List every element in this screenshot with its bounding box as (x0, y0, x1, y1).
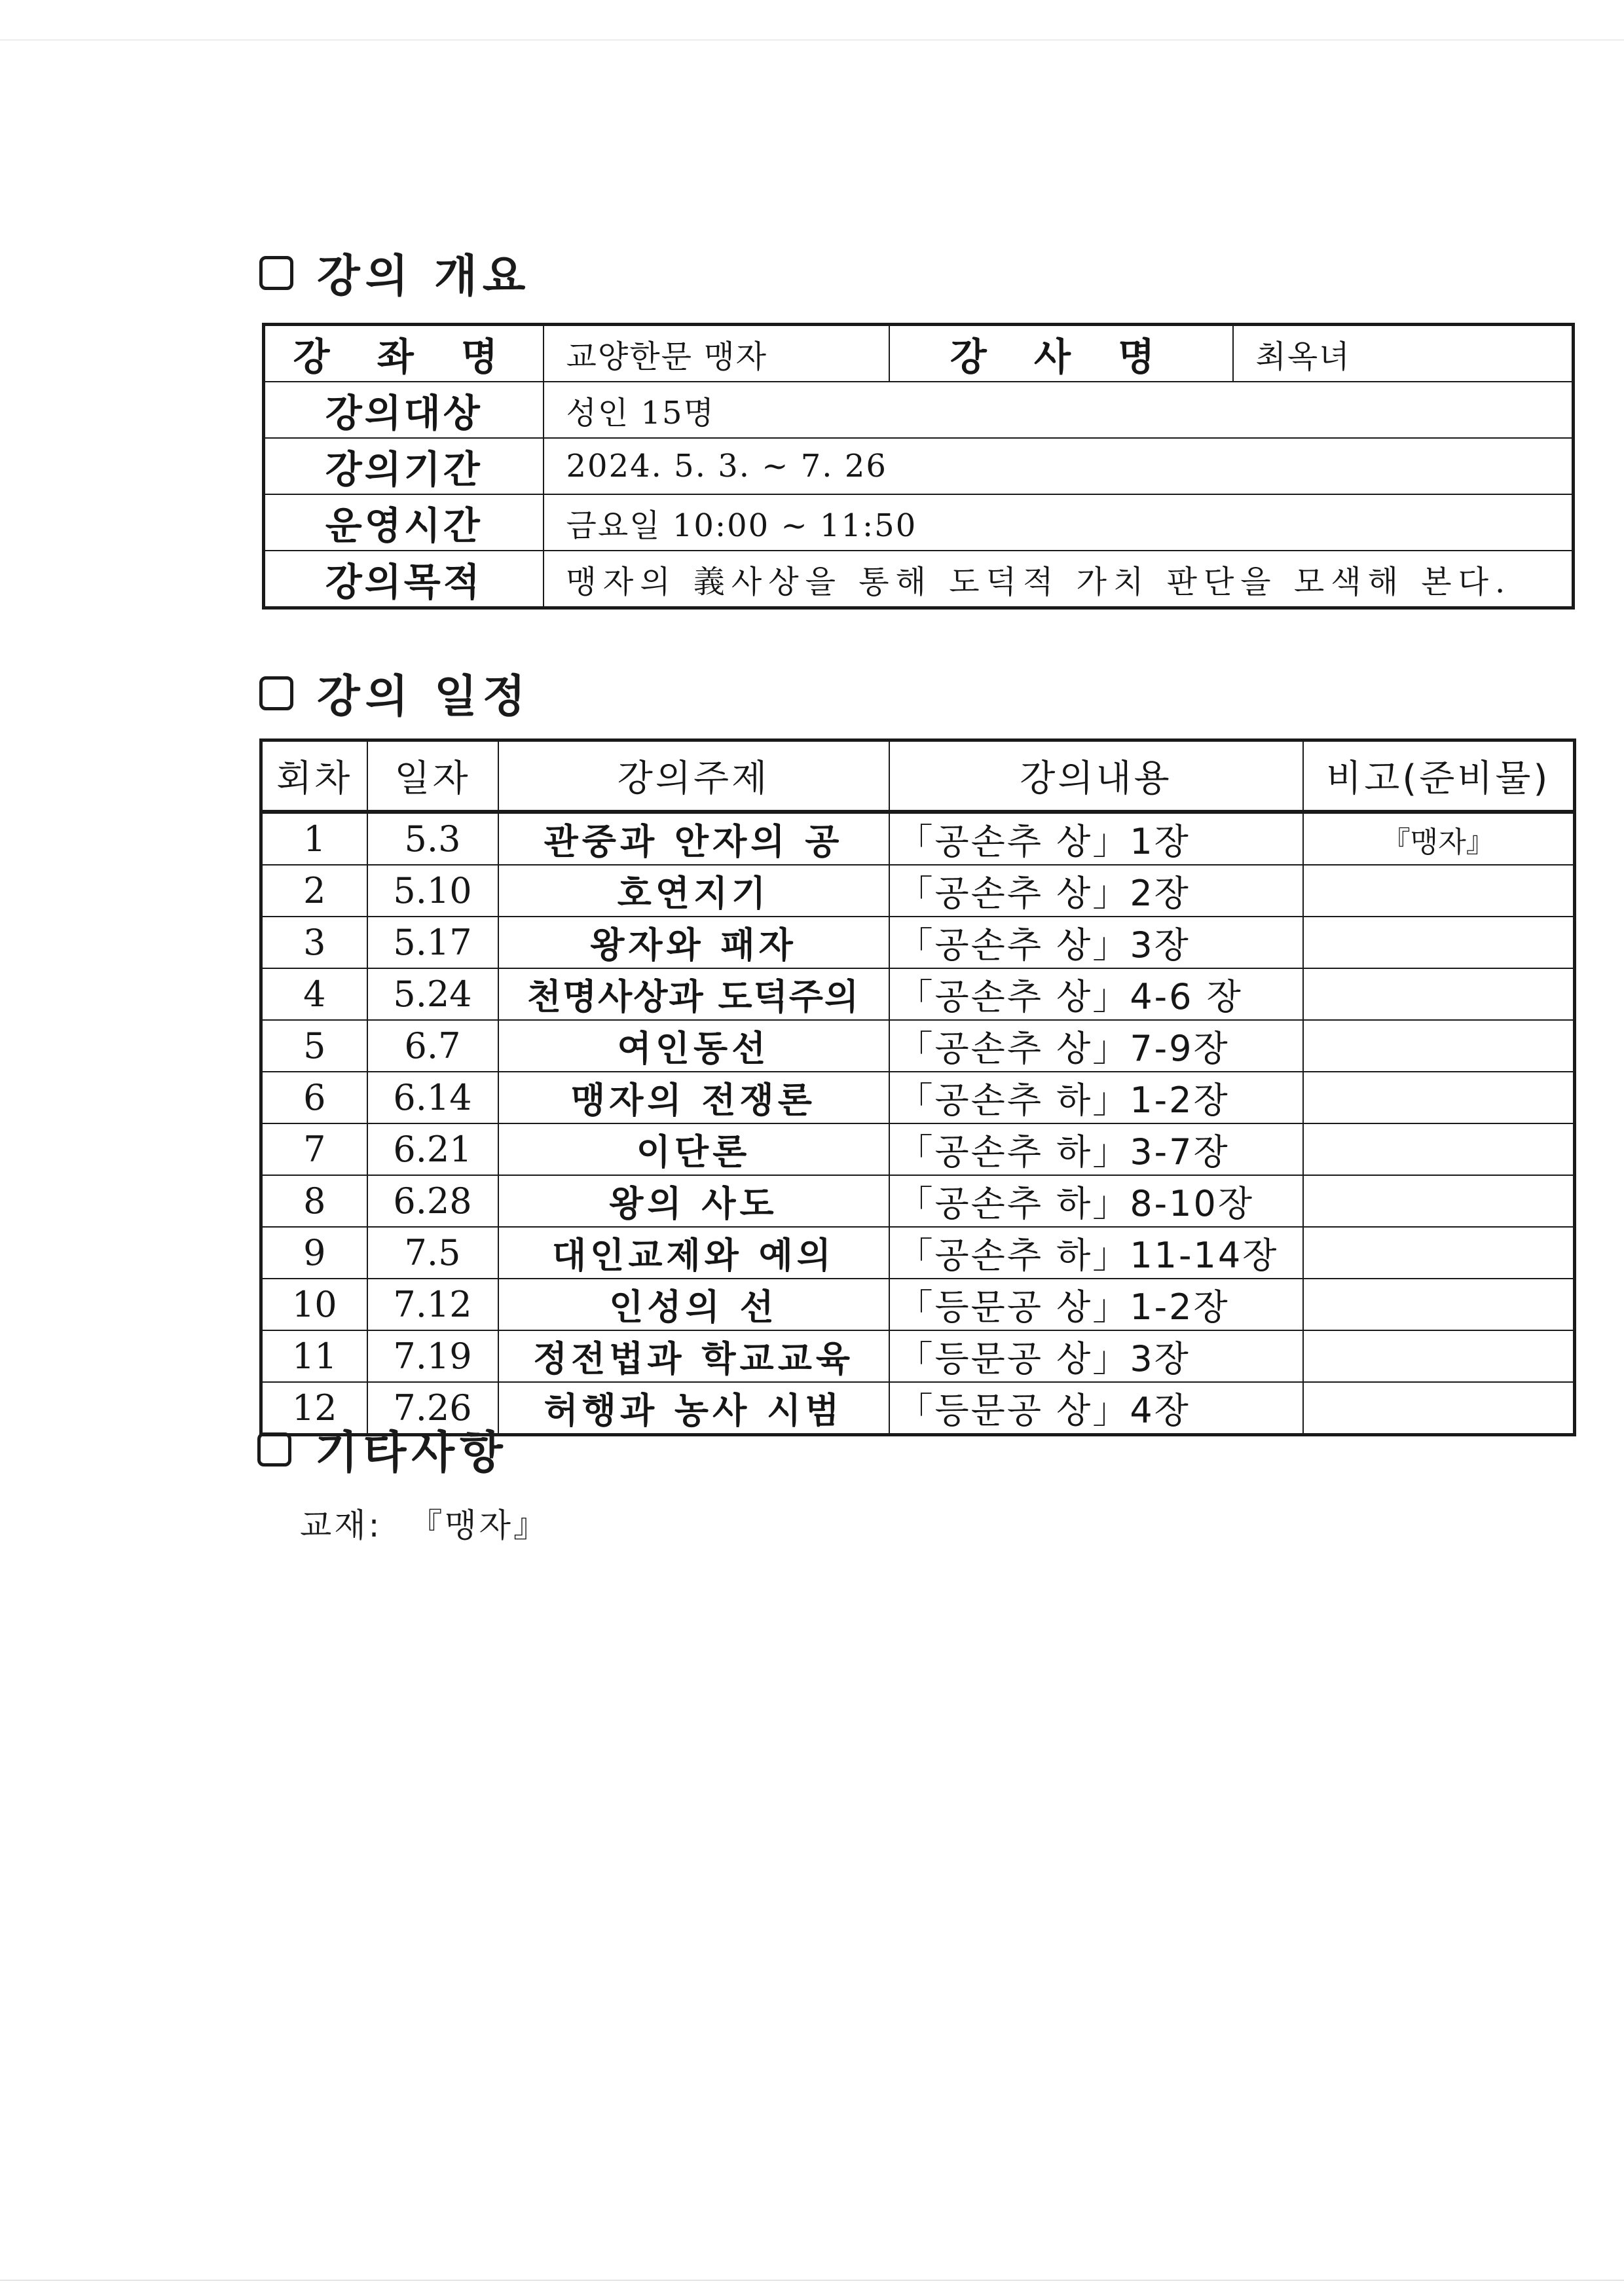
table-row (261, 917, 1575, 968)
checkbox-icon[interactable] (259, 256, 293, 290)
column-header-session: 회차 (261, 740, 367, 812)
session-date: 5.17 (367, 917, 498, 968)
session-date: 6.21 (367, 1123, 498, 1175)
target-label: 강의대상 (264, 382, 544, 438)
session-topic: 인성의 선 (498, 1279, 889, 1330)
session-date: 5.10 (367, 865, 498, 917)
session-number: 11 (261, 1330, 367, 1382)
session-number: 2 (261, 865, 367, 917)
session-content: 「공손추 상」4-6 장 (889, 968, 1303, 1020)
session-content: 「공손추 하」8-10장 (889, 1175, 1303, 1227)
session-topic: 정전법과 학교교육 (498, 1330, 889, 1382)
schedule-header-row (261, 740, 1575, 812)
target-value: 성인 15명 (544, 382, 1574, 438)
session-date: 5.24 (367, 968, 498, 1020)
section-overview-heading (259, 241, 530, 304)
session-topic: 이단론 (498, 1123, 889, 1175)
session-note (1303, 1123, 1575, 1175)
overview-row-course (264, 325, 1574, 382)
session-note (1303, 1175, 1575, 1227)
session-topic: 왕의 사도 (498, 1175, 889, 1227)
table-row (261, 865, 1575, 917)
session-content: 「공손추 상」1장 (889, 812, 1303, 865)
period-label: 강의기간 (264, 438, 544, 494)
session-content: 「공손추 하」11-14장 (889, 1227, 1303, 1279)
session-number: 4 (261, 968, 367, 1020)
schedule-table (259, 738, 1576, 1436)
checkbox-icon[interactable] (259, 676, 293, 710)
textbook-value: 『맹자』 (409, 1506, 549, 1544)
course-label: 강 좌 명 (264, 325, 544, 382)
session-date: 7.5 (367, 1227, 498, 1279)
session-date: 6.14 (367, 1072, 498, 1123)
session-topic: 여인동선 (498, 1020, 889, 1072)
session-number: 12 (261, 1382, 367, 1435)
session-topic: 천명사상과 도덕주의 (498, 968, 889, 1020)
instructor-value: 최옥녀 (1233, 325, 1574, 382)
session-content: 「등문공 상」4장 (889, 1382, 1303, 1435)
textbook-label: 교재: (300, 1506, 382, 1544)
session-number: 1 (261, 812, 367, 865)
session-note: 『맹자』 (1303, 812, 1575, 865)
overview-row-time (264, 494, 1574, 551)
session-note (1303, 1279, 1575, 1330)
time-value: 금요일 10:00 ~ 11:50 (544, 494, 1574, 551)
session-number: 10 (261, 1279, 367, 1330)
purpose-label: 강의목적 (264, 551, 544, 608)
course-value: 교양한문 맹자 (544, 325, 889, 382)
session-note (1303, 917, 1575, 968)
session-topic: 호연지기 (498, 865, 889, 917)
checkbox-icon[interactable] (257, 1432, 291, 1467)
session-content: 「공손추 상」3장 (889, 917, 1303, 968)
session-note (1303, 1382, 1575, 1435)
period-value: 2024. 5. 3. ~ 7. 26 (544, 438, 1574, 494)
session-content: 「등문공 상」3장 (889, 1330, 1303, 1382)
table-row (261, 1020, 1575, 1072)
table-row (261, 1123, 1575, 1175)
section-schedule-heading (259, 661, 530, 725)
column-header-topic: 강의주제 (498, 740, 889, 812)
session-date: 5.3 (367, 812, 498, 865)
session-date: 6.28 (367, 1175, 498, 1227)
session-date: 6.7 (367, 1020, 498, 1072)
table-row (261, 1227, 1575, 1279)
table-row (261, 1279, 1575, 1330)
session-number: 9 (261, 1227, 367, 1279)
session-number: 7 (261, 1123, 367, 1175)
session-date: 7.19 (367, 1330, 498, 1382)
scan-edge-top (0, 39, 1624, 41)
session-number: 8 (261, 1175, 367, 1227)
table-row (261, 968, 1575, 1020)
table-row (261, 1072, 1575, 1123)
scan-edge-bottom (0, 2280, 1624, 2281)
session-date: 7.26 (367, 1382, 498, 1435)
table-row (261, 1175, 1575, 1227)
session-note (1303, 968, 1575, 1020)
session-number: 6 (261, 1072, 367, 1123)
session-date: 7.12 (367, 1279, 498, 1330)
overview-table (262, 323, 1575, 610)
overview-row-purpose (264, 551, 1574, 608)
session-number: 3 (261, 917, 367, 968)
overview-row-target (264, 382, 1574, 438)
session-number: 5 (261, 1020, 367, 1072)
session-topic: 왕자와 패자 (498, 917, 889, 968)
table-row (261, 1330, 1575, 1382)
session-note (1303, 1072, 1575, 1123)
column-header-content: 강의내용 (889, 740, 1303, 812)
session-note (1303, 865, 1575, 917)
session-note (1303, 1227, 1575, 1279)
textbook-line (300, 1499, 549, 1546)
session-content: 「공손추 상」2장 (889, 865, 1303, 917)
column-header-date: 일자 (367, 740, 498, 812)
session-topic: 대인교제와 예의 (498, 1227, 889, 1279)
table-row (261, 812, 1575, 865)
session-content: 「공손추 하」3-7장 (889, 1123, 1303, 1175)
section-schedule-title: 강의 일정 (317, 671, 531, 723)
session-content: 「등문공 상」1-2장 (889, 1279, 1303, 1330)
overview-row-period (264, 438, 1574, 494)
section-other-heading (257, 1417, 508, 1481)
section-other-title: 기타사항 (315, 1427, 508, 1479)
column-header-note: 비고(준비물) (1303, 740, 1575, 812)
session-content: 「공손추 상」7-9장 (889, 1020, 1303, 1072)
session-note (1303, 1020, 1575, 1072)
purpose-value: 맹자의 義사상을 통해 도덕적 가치 판단을 모색해 본다. (544, 551, 1574, 608)
session-content: 「공손추 하」1-2장 (889, 1072, 1303, 1123)
time-label: 운영시간 (264, 494, 544, 551)
session-topic: 관중과 안자의 공 (498, 812, 889, 865)
session-topic: 허행과 농사 시범 (498, 1382, 889, 1435)
instructor-label: 강 사 명 (889, 325, 1233, 382)
session-topic: 맹자의 전쟁론 (498, 1072, 889, 1123)
session-note (1303, 1330, 1575, 1382)
section-overview-title: 강의 개요 (317, 251, 531, 302)
